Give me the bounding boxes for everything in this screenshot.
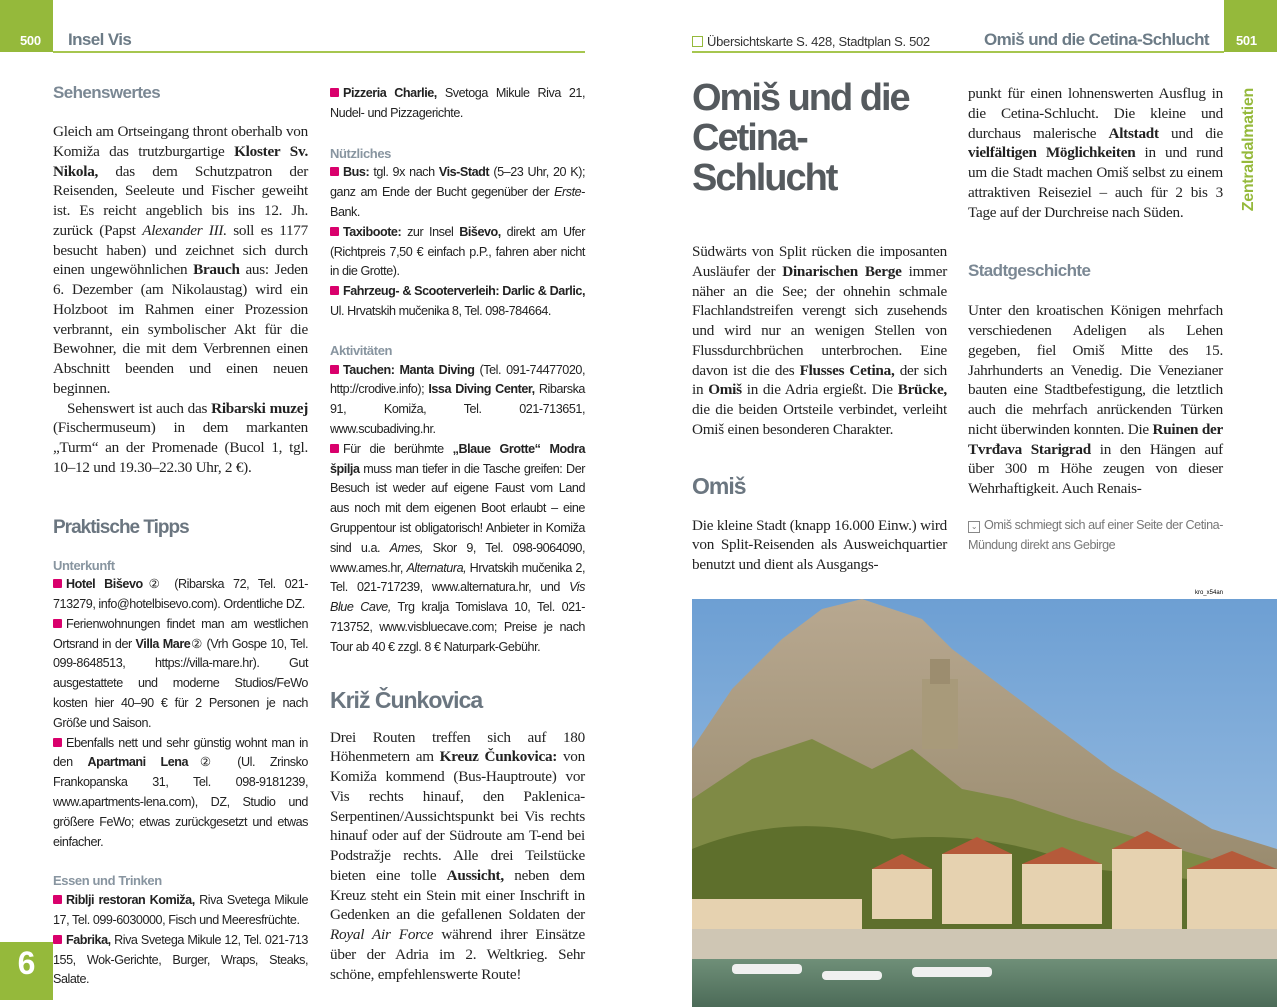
text-run: und die xyxy=(1158,124,1223,142)
heading-omis: Omiš xyxy=(692,472,746,499)
left-column-1 xyxy=(53,82,308,990)
list-item xyxy=(53,734,308,853)
text-run: Omiš xyxy=(708,381,742,399)
running-head-left: Insel Vis xyxy=(68,30,132,49)
list-item xyxy=(330,84,585,124)
food-section xyxy=(53,871,308,990)
list-item xyxy=(330,223,585,282)
list-item xyxy=(330,440,585,658)
title-line: Omiš und die xyxy=(692,77,909,119)
photo-credit: kro_x54an xyxy=(1194,589,1223,596)
text-run: Ul. Hrvatskih mučenika 8, Tel. 098-784664. xyxy=(330,303,551,318)
text-run: Ribarski muzej xyxy=(211,399,308,417)
text-run: Flusses Cetina, xyxy=(799,361,895,379)
paragraph xyxy=(692,242,947,440)
text-run: -Bank. xyxy=(330,185,585,219)
text-run: Riva Svetega Mikule 17, Tel. 099-6030000, Fisch und Meeresfrüchte. xyxy=(53,893,309,928)
text-run: ② (Vrh Gospe 10, Tel. 099-8648513, https://villa-mare.hr). Gut ausgestattete und moderne Studios/FeWo kosten hier 40–90 € für 2 Personen je nach Größe und Saison. xyxy=(53,636,308,730)
paragraph xyxy=(692,516,947,575)
list-item xyxy=(53,575,308,615)
text-run: ② (Ribarska 72, Tel. 021-713279, info@hotelbisevo.com). Ordentliche DZ. xyxy=(53,577,308,612)
text-run: Hotel Biševo xyxy=(66,577,143,592)
text-run: Issa Diving Center, xyxy=(428,382,535,397)
text-run: Alternatura, xyxy=(406,560,467,575)
text-run: Svetoga Mikule Riva 21, Nudel- und Pizzagerichte. xyxy=(330,86,585,120)
text-run: von Komiža kommend (Bus-Hauptroute) vor Vis rechts hinauf, den Paklenica-Serpentinen/Aussichtspunkt bei Vis rechts hinauf oder auf der Südroute am T-end bei Podstražje rechts. Alle drei Teilstücke bieten eine tolle xyxy=(330,748,585,884)
text-run: Unter den kroatischen Königen mehrfach verschiedenen Adeligen als Lehen gegeben, fiel Omiš Mitte des 15. Jahrhunderts an Venedig. Die Venezianer bauten eine Stadtbefestigung, die letztlich auch die mehrfach anrückenden Türken nicht überwinden konnten. Die xyxy=(968,302,1223,438)
text-run: Riblji restoran Komiža, xyxy=(66,893,195,908)
intro-text xyxy=(692,242,947,440)
text-run: Alexander III. xyxy=(142,221,227,239)
photo-block xyxy=(692,587,1277,1007)
bullet-icon xyxy=(53,935,62,944)
header-rule-left xyxy=(53,51,585,53)
text-run: in und rund um die Stadt machen Omiš selbst zu einem attraktiven Reiseziel – auch für 2 bis 3 Tage auf der Durchreise nach Süden. xyxy=(968,144,1223,221)
text-run: Die kleine Stadt (knapp 16.000 Einw.) wird von Split-Reisenden als Ausweichquartier benutzt und dient als Ausgangs- xyxy=(692,516,947,573)
text-run: zur Insel xyxy=(401,224,460,239)
text-run: Kloster Sv. Nikola, xyxy=(53,142,308,180)
bullet-icon xyxy=(330,88,339,97)
omis-text xyxy=(692,516,947,575)
text-run: Altstadt xyxy=(1108,124,1159,142)
history-text xyxy=(968,301,1223,499)
paragraph xyxy=(330,728,585,985)
text-run: ② (Ul. Zrinsko Frankopanska 31, Tel. 098-9181239, www.apartments-lena.com), DZ, Studio und größere FeWo; etwas zurückgesetzt und etwas einfacher. xyxy=(53,755,308,849)
list-item xyxy=(330,163,585,222)
map-square-icon xyxy=(692,36,703,47)
heading-history: Stadtgeschichte xyxy=(968,261,1091,281)
text-run: Gleich am Ortseingang thront oberhalb von Komiža das trutzburgartige xyxy=(53,123,308,160)
text-run: Tauchen: Manta Diving xyxy=(343,362,475,377)
accommodation-list xyxy=(53,575,308,852)
chapter-title xyxy=(692,78,947,198)
heading-practical-tips: Praktische Tipps xyxy=(53,516,189,538)
text-run: Apartmani Lena xyxy=(87,755,189,770)
text-run: Riva Svetega Mikule 12, Tel. 021-713 155, Wok-Gerichte, Burger, Wraps, Steaks, Salate. xyxy=(53,932,308,987)
list-item xyxy=(53,891,308,931)
text-run: Fabrika, xyxy=(66,932,111,947)
photo-omis-illustration xyxy=(692,599,1277,1007)
map-reference-text: Übersichtskarte S. 428, Stadtplan S. 502 xyxy=(707,34,930,49)
subheading-accommodation: Unterkunft xyxy=(53,557,115,573)
subheading-useful: Nützliches xyxy=(330,145,392,161)
right-page-body xyxy=(692,78,1277,1007)
text-run: Fahrzeug- & Scooterverleih: Darlic & Darlic, xyxy=(343,284,585,299)
cross-text xyxy=(330,728,585,985)
text-run: Für die berühmte xyxy=(343,441,453,456)
caption-text: Omiš schmiegt sich auf einer Seite der Cetina-Mündung direkt ans Gebirge xyxy=(968,517,1223,552)
paragraph xyxy=(53,399,308,478)
header-rule-right xyxy=(692,51,1224,53)
text-run: Sehenswert ist auch das xyxy=(67,399,212,417)
omis-text-continued xyxy=(968,84,1223,222)
text-run: (Tel. 091-74477020, http://crodive.info); xyxy=(330,362,585,397)
text-run: tgl. 9x nach xyxy=(369,165,439,180)
bullet-icon xyxy=(53,579,62,588)
subheading-food: Essen und Trinken xyxy=(53,873,162,889)
text-run: Biševo, xyxy=(459,224,501,239)
text-run: Pizzeria Charlie, xyxy=(343,86,437,100)
page-number-left: 500 xyxy=(20,33,41,48)
text-run: Villa Mare xyxy=(135,636,191,651)
text-run: immer näher an die See; der ohnehin schmale Flachlandstreifen verengt sich zusehends und wird nur an wenigen Stellen von Flussdurchbrüchen unterbrochen. Eine davon ist die des xyxy=(692,262,948,379)
bullet-icon xyxy=(330,365,339,374)
food-list xyxy=(53,891,308,990)
list-item xyxy=(53,931,308,990)
text-run: Skor 9, Tel. 098-9064090, www.ames.hr, xyxy=(330,540,585,575)
text-run: Ames, xyxy=(389,540,424,555)
text-run: Vis Blue Cave, xyxy=(330,580,585,615)
bullet-icon xyxy=(330,227,339,236)
useful-list xyxy=(330,163,585,321)
text-run: Royal Air Force xyxy=(330,926,434,944)
photo-caption xyxy=(968,515,1223,555)
left-column-2 xyxy=(330,84,585,984)
text-run: (5–23 Uhr, 20 K); ganz am Ende der Bucht gegenüber der xyxy=(330,165,585,200)
right-column-1 xyxy=(692,78,947,575)
paragraph xyxy=(53,122,308,399)
map-reference xyxy=(692,34,930,49)
paragraph xyxy=(968,84,1223,222)
text-run: in den Hängen auf über 300 m Höhe zeugen von dieser Wehrhaftigkeit. Auch Renais- xyxy=(968,440,1223,497)
bullet-icon xyxy=(330,167,339,176)
text-run: vielfältigen Möglichkeiten xyxy=(968,144,1136,162)
text-run: Vis-Stadt xyxy=(438,165,490,180)
text-run: der sich in xyxy=(692,361,947,399)
bullet-icon xyxy=(330,286,339,295)
heading-sights: Sehenswertes xyxy=(53,83,161,102)
text-run: muss man tiefer in die Tasche greifen: Der Besuch ist weder auf eigene Faust vom Land aus noch mit dem eigenen Boot erlaubt – eine Gruppentour ist obligatorisch! Anbieter in Komiža sind u.a. xyxy=(330,461,585,555)
sights-text xyxy=(53,122,308,478)
text-run: Aussicht, xyxy=(446,866,504,884)
bullet-icon xyxy=(330,444,339,453)
text-run: Brücke, xyxy=(897,381,947,399)
text-run: Trg kralja Tomislava 10, Tel. 021-713752, www.visbluecave.com; Preise je nach Tour ab 40 € zzgl. 8 € Naturpark-Gebühr. xyxy=(330,600,585,654)
text-run: Erste xyxy=(554,185,582,200)
caption-arrow-icon: ⌄ xyxy=(968,521,980,533)
text-run: in die Adria ergießt. Die xyxy=(741,381,898,399)
paragraph xyxy=(968,301,1223,499)
list-item xyxy=(53,615,308,734)
text-run: soll es 1177 besucht haben) und zeichnet sich durch einen ungewöhnlichen xyxy=(53,221,308,279)
text-run: Drei Routen treffen sich auf 180 Höhenmetern am xyxy=(330,728,585,766)
text-run: Taxiboote: xyxy=(343,224,402,239)
text-run: Ferienwohnungen findet man am westlichen Ortsrand in der xyxy=(53,616,308,651)
text-run: punkt für einen lohnenswerten Ausflug in die Cetina-Schlucht. Die kleine und durchaus malerische xyxy=(968,85,1223,142)
text-run: das dem Schutzpatron der Reisenden, Seeleute und Fischer geweiht ist. Es reicht angeblich bis ins 12. Jh. zurück (Papst xyxy=(53,162,308,239)
text-run: Brauch xyxy=(193,261,240,279)
text-run: direkt am Ufer (Richtpreis 7,50 € einfach p.P., fahren aber nicht in die Grotte). xyxy=(330,224,585,279)
text-run: Ebenfalls nett und sehr günstig wohnt man in den xyxy=(53,735,308,770)
page-number-right: 501 xyxy=(1236,33,1257,48)
text-run: Dinarischen Berge xyxy=(782,262,902,280)
practical-info-section xyxy=(330,84,585,658)
chapter-number: 6 xyxy=(17,945,36,981)
food-list-continued xyxy=(330,84,585,124)
text-run: Hrvatskih mučenika 2, Tel. 021-717239, www.alternatura.hr, und xyxy=(330,560,585,595)
list-item xyxy=(330,361,585,440)
heading-cross: Križ Čunkovica xyxy=(330,686,483,713)
accommodation-section xyxy=(53,556,308,853)
running-head-right: Omiš und die Cetina-Schlucht xyxy=(983,30,1209,49)
text-run: Bus: xyxy=(343,165,370,180)
photo-omis xyxy=(692,599,1277,1007)
text-run: neben dem Kreuz steht ein Stein mit einer Inschrift in Gedenken an die gefallenen Soldaten der xyxy=(330,866,585,924)
right-column-2 xyxy=(947,84,1223,575)
text-run: aus: Jeden 6. Dezember (am Nikolaustag) wird ein Holzboot im Rahmen einer Prozession verbrannt, ein symbolischer Akt für die Bewohner, die mit dem Verbrennen einen Abschnitt beenden und einen neuen beginnen. xyxy=(53,261,308,397)
text-run: Südwärts von Split rücken die imposanten Ausläufer der xyxy=(692,243,947,280)
text-run: die die beiden Ortsteile verbindet, verleiht Omiš einen besonderen Charakter. xyxy=(692,401,947,438)
title-line: Cetina-Schlucht xyxy=(692,117,837,199)
bullet-icon xyxy=(53,895,62,904)
text-run: Ribarska 91, Komiža, Tel. 021-713651, www.scubadiving.hr. xyxy=(330,382,585,436)
bullet-icon xyxy=(53,738,62,747)
subheading-activities: Aktivitäten xyxy=(330,342,393,358)
activities-list xyxy=(330,361,585,658)
text-run: (Fischermuseum) in dem markanten „Turm“ an der Promenade (Bucol 1, tgl. 10–12 und 19.30–22.30 Uhr, 2 €). xyxy=(53,419,308,476)
list-item xyxy=(330,282,585,322)
text-run: „Blaue Grotte“ Modra špilja xyxy=(330,441,586,476)
bullet-icon xyxy=(53,619,62,628)
region-tab-label: Zentraldalmatien xyxy=(1240,88,1257,212)
text-run: während ihrer Einsätze über der Adria im 2. Weltkrieg. Sehr schöne, empfehlenswerte Route! xyxy=(330,926,585,983)
text-run: Kreuz Čunkovica: xyxy=(439,748,558,766)
text-run: Ruinen der Tvrđava Starigrad xyxy=(968,420,1223,458)
